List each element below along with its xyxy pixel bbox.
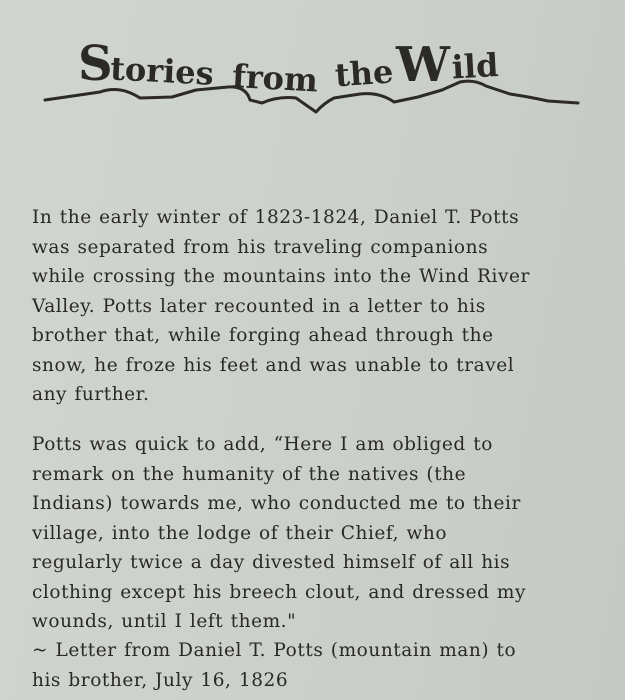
paragraph-2-quote [32, 430, 618, 637]
title-graphic [0, 0, 625, 130]
text-line: snow, he froze his feet and was unable to travel [32, 354, 515, 376]
citation-line: his brother, July 16, 1826 [32, 669, 289, 691]
title-word-ild: ild [450, 46, 500, 87]
title-word-from: from [231, 57, 319, 100]
title-letter-w: W [396, 37, 450, 93]
text-line: brother that, while forging ahead through the [32, 325, 494, 346]
text-line: remark on the humanity of the natives (the [32, 463, 467, 485]
citation-line: ~ Letter from Daniel T. Potts (mountain man) to [32, 640, 517, 661]
title-word-the: the [333, 52, 395, 95]
paragraph-1 [32, 203, 618, 410]
text-line: Potts was quick to add, “Here I am obliged to [32, 434, 493, 455]
text-line: village, into the lodge of their Chief, who [32, 522, 448, 544]
text-line: while crossing the mountains into the Wind River [32, 266, 530, 287]
text-line: In the early winter of 1823-1824, Daniel T. Potts [32, 207, 520, 228]
title-banner [0, 0, 625, 130]
title-letter-s: S [78, 36, 113, 92]
text-line: Indians) towards me, who conducted me to their [32, 493, 521, 514]
text-line: Valley. Potts later recounted in a letter to his [32, 295, 486, 317]
text-line: wounds, until I left them." [32, 611, 297, 632]
text-line: was separated from his traveling companions [32, 236, 489, 258]
text-line: any further. [32, 384, 150, 405]
text-line: regularly twice a day divested himself of all his [32, 552, 511, 573]
title-word-tories: tories [109, 49, 215, 93]
text-line: clothing except his breech clout, and dressed my [32, 581, 526, 603]
citation [32, 636, 618, 695]
